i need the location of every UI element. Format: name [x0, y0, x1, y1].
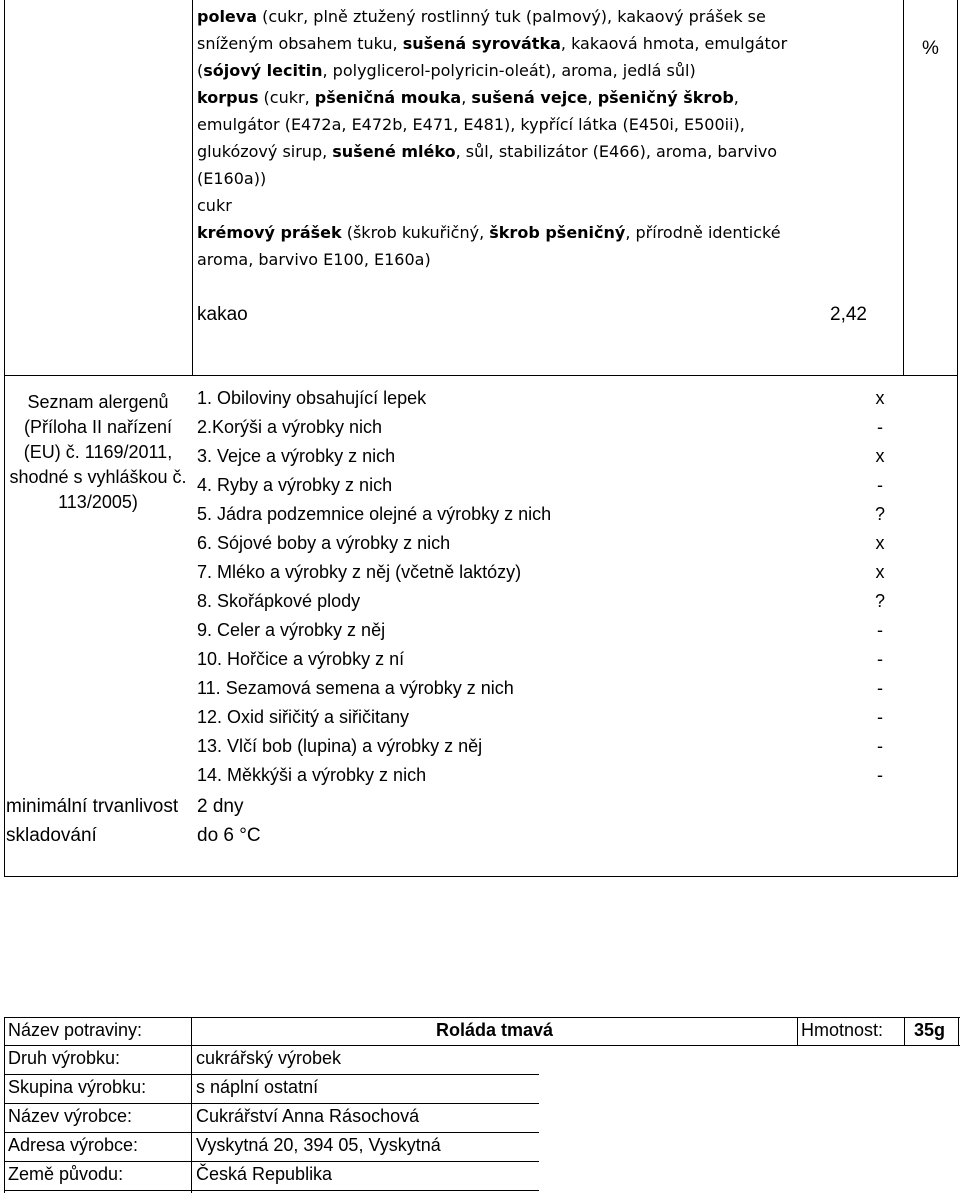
allergen-item: 4. Ryby a výrobky z nich: [197, 475, 393, 495]
allergen-label: Seznam alergenů (Příloha II nařízení (EU) č. 1169/2011, shodné s vyhláškou č. 113/2005): [9, 392, 187, 512]
info-row-border: [4, 1161, 539, 1162]
allergen-item: 3. Vejce a výrobky z nich: [197, 446, 396, 466]
info-row-border: [4, 1074, 539, 1075]
percent-header: %: [922, 38, 939, 59]
product-name-value: Roláda tmavá: [435, 1020, 554, 1040]
ingredient-allergen-text: pšeničná mouka: [314, 88, 462, 107]
border-top-section-bottom: [4, 375, 958, 376]
info-col-divider: [191, 1017, 192, 1193]
ingredient-text: cukr: [197, 196, 232, 215]
allergen-item: 13. Vlčí bob (lupina) a výrobky z něj: [197, 736, 483, 756]
allergen-item: 8. Skořápkové plody: [197, 591, 361, 611]
ingredient-text: ,: [587, 88, 598, 107]
allergen-mark: x: [875, 446, 885, 466]
ingredient-allergen-text: sušená vejce: [471, 88, 588, 107]
allergen-item: 5. Jádra podzemnice olejné a výrobky z nich: [197, 504, 552, 524]
info-row-value: Vyskytná 20, 394 05, Vyskytná: [196, 1135, 441, 1155]
ingredient-text: (cukr,: [258, 88, 315, 107]
ingredient-allergen-text: poleva: [197, 7, 258, 26]
weight-label: Hmotnost:: [801, 1020, 884, 1040]
ingredient-text: , emulgátor (E472a, E472b, E471, E481), kypřící látka (E450i, E500ii), glukózový sirup,: [197, 88, 745, 161]
info-row-value: cukrářský výrobek: [196, 1048, 342, 1068]
allergen-mark: -: [877, 707, 883, 727]
info-row-label: Země původu:: [8, 1164, 124, 1184]
allergen-mark: x: [875, 533, 885, 553]
allergen-mark: x: [875, 388, 885, 408]
ingredient-text: , sůl, stabilizátor (E466), aroma, barvivo (E160a)): [197, 142, 778, 188]
ingredients-list: [197, 3, 792, 273]
ingredient-kakao-percent: 2,42: [830, 304, 867, 325]
shelf-life-value: 2 dny: [197, 796, 244, 817]
info-top-border: [4, 1017, 960, 1018]
ingredient-paragraph: [197, 192, 792, 219]
ingredient-paragraph: [197, 84, 792, 192]
weight-value: 35g: [914, 1020, 946, 1040]
info-left-border: [4, 1017, 5, 1193]
border-col-name: [192, 0, 193, 375]
ingredient-paragraph: [197, 219, 792, 273]
allergen-item: 7. Mléko a výrobky z něj (včetně laktózy): [197, 562, 522, 582]
ingredient-kakao: kakao: [197, 304, 248, 325]
ingredient-text: (škrob kukuřičný,: [341, 223, 490, 242]
storage-label: skladování: [6, 825, 97, 846]
ingredient-text: (cukr, plně ztužený rostlinný tuk (palmový), kakaový prášek se sníženým obsahem tuku,: [197, 7, 766, 53]
info-row-border: [4, 1132, 539, 1133]
allergen-item: 11. Sezamová semena a výrobky z nich: [197, 678, 514, 698]
info-row-value: Česká Republika: [196, 1164, 333, 1184]
ingredient-text: , polyglicerol-polyricin-oleát), aroma, jedlá sůl): [322, 61, 696, 80]
ingredient-paragraph: [197, 3, 792, 84]
ingredient-text: ,: [461, 88, 472, 107]
allergen-mark: -: [877, 736, 883, 756]
ingredient-allergen-text: sójový lecitin: [203, 61, 323, 80]
allergen-item: 9. Celer a výrobky z něj: [197, 620, 386, 640]
border-top-box-bottom: [4, 876, 958, 877]
allergen-mark: -: [877, 649, 883, 669]
allergen-item: 10. Hořčice a výrobky z ní: [197, 649, 405, 669]
info-row-border: [4, 1190, 539, 1191]
allergen-item: 12. Oxid siřičitý a siřičitany: [197, 707, 410, 727]
border-right-top: [957, 0, 958, 877]
allergen-mark: x: [875, 562, 885, 582]
allergen-mark: -: [877, 475, 883, 495]
ingredient-allergen-text: korpus: [197, 88, 259, 107]
info-row-label: Skupina výrobku:: [8, 1077, 147, 1097]
allergen-item: 2.Korýši a výrobky nich: [197, 417, 383, 437]
ingredient-allergen-text: sušená syrovátka: [402, 34, 561, 53]
product-name-label: Název potraviny:: [8, 1020, 143, 1040]
info-row-label: Druh výrobku:: [8, 1048, 121, 1068]
ingredient-allergen-text: škrob pšeničný: [489, 223, 626, 242]
ingredient-text: , kakaová hmota, emulgátor (: [197, 34, 788, 80]
allergen-mark: -: [877, 678, 883, 698]
allergen-mark: -: [877, 620, 883, 640]
allergen-mark: -: [877, 765, 883, 785]
info-row-label: Adresa výrobce:: [8, 1135, 139, 1155]
border-left-top: [4, 0, 5, 877]
allergen-mark: ?: [874, 591, 885, 611]
ingredient-allergen-text: sušené mléko: [332, 142, 456, 161]
allergen-mark: -: [877, 417, 883, 437]
info-row1-bottom: [4, 1045, 960, 1046]
ingredient-allergen-text: krémový prášek: [197, 223, 342, 242]
info-row-value: s náplní ostatní: [196, 1077, 319, 1097]
info-row-label: Název výrobce:: [8, 1106, 133, 1126]
shelf-life-label: minimální trvanlivost: [6, 796, 179, 817]
allergen-item: 1. Obiloviny obsahující lepek: [197, 388, 427, 408]
info-divider-weight-label: [797, 1017, 798, 1045]
allergen-mark: ?: [874, 504, 885, 524]
info-row-border: [4, 1103, 539, 1104]
ingredient-allergen-text: pšeničný škrob: [597, 88, 734, 107]
storage-value: do 6 °C: [197, 825, 261, 846]
allergen-item: 6. Sójové boby a výrobky z nich: [197, 533, 451, 553]
info-divider-weight-value: [904, 1017, 905, 1045]
ingredient-text: , přírodně identické aroma, barvivo E100, E160a): [197, 223, 781, 269]
info-row-value: Cukrářství Anna Rásochová: [196, 1106, 420, 1126]
info-right-border-first: [958, 1017, 959, 1045]
allergen-item: 14. Měkkýši a výrobky z nich: [197, 765, 427, 785]
